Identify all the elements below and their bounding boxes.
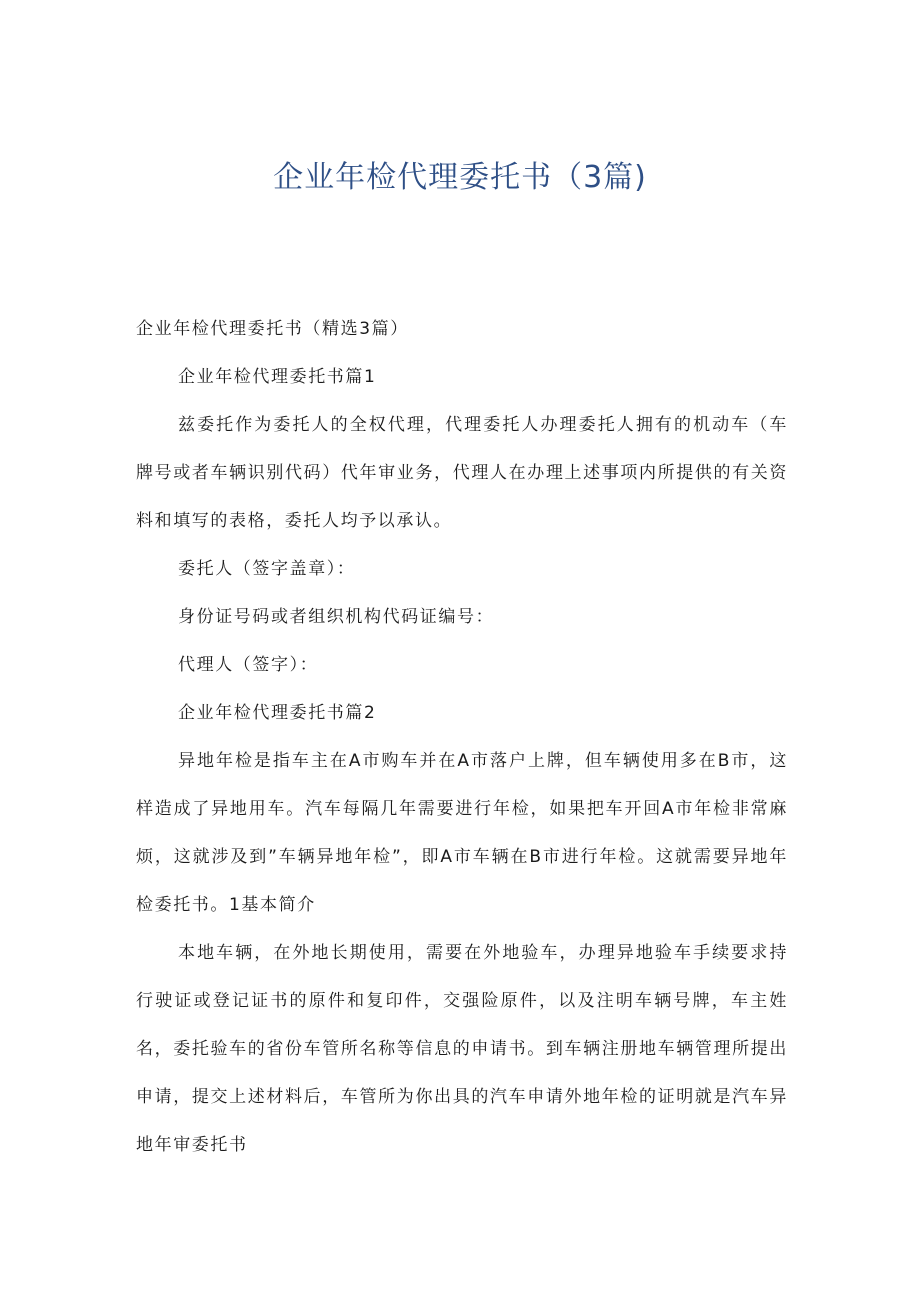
paragraph-section-1-title: 企业年检代理委托书篇1 <box>178 367 377 387</box>
document-body <box>136 305 788 1169</box>
paragraph-id-number: 身份证号码或者组织机构代码证编号： <box>178 607 495 627</box>
paragraph-section-2-title: 企业年检代理委托书篇2 <box>178 703 377 723</box>
paragraph-remote-inspection: 异地年检是指车主在A市购车并在A市落户上牌，但车辆使用多在B市，这样造成了异地用车。汽车每隔几年需要进行年检，如果把车开回A市年检非常麻烦，这就涉及到”车辆异地年检”，即A市车辆在B市进行年检。这就需要异地年检委托书。1基本简介 <box>136 751 788 915</box>
paragraph-local-vehicle: 本地车辆，在外地长期使用，需要在外地验车，办理异地验车手续要求持行驶证或登记证书的原件和复印件，交强险原件，以及注明车辆号牌，车主姓名，委托验车的省份车管所名称等信息的申请书。到车辆注册地车辆管理所提出申请，提交上述材料后，车管所为你出具的汽车申请外地年检的证明就是汽车异地年审委托书 <box>136 943 788 1155</box>
paragraph-agent-signature: 代理人（签字）： <box>178 655 319 675</box>
paragraph-authorization: 兹委托作为委托人的全权代理，代理委托人办理委托人拥有的机动车（车牌号或者车辆识别代码）代年审业务，代理人在办理上述事项内所提供的有关资料和填写的表格，委托人均予以承认。 <box>136 415 788 531</box>
document-title: 企业年检代理委托书（3篇) <box>273 160 647 195</box>
paragraph-principal-signature: 委托人（签字盖章）： <box>178 559 356 579</box>
paragraph-heading: 企业年检代理委托书（精选3篇） <box>136 319 409 339</box>
